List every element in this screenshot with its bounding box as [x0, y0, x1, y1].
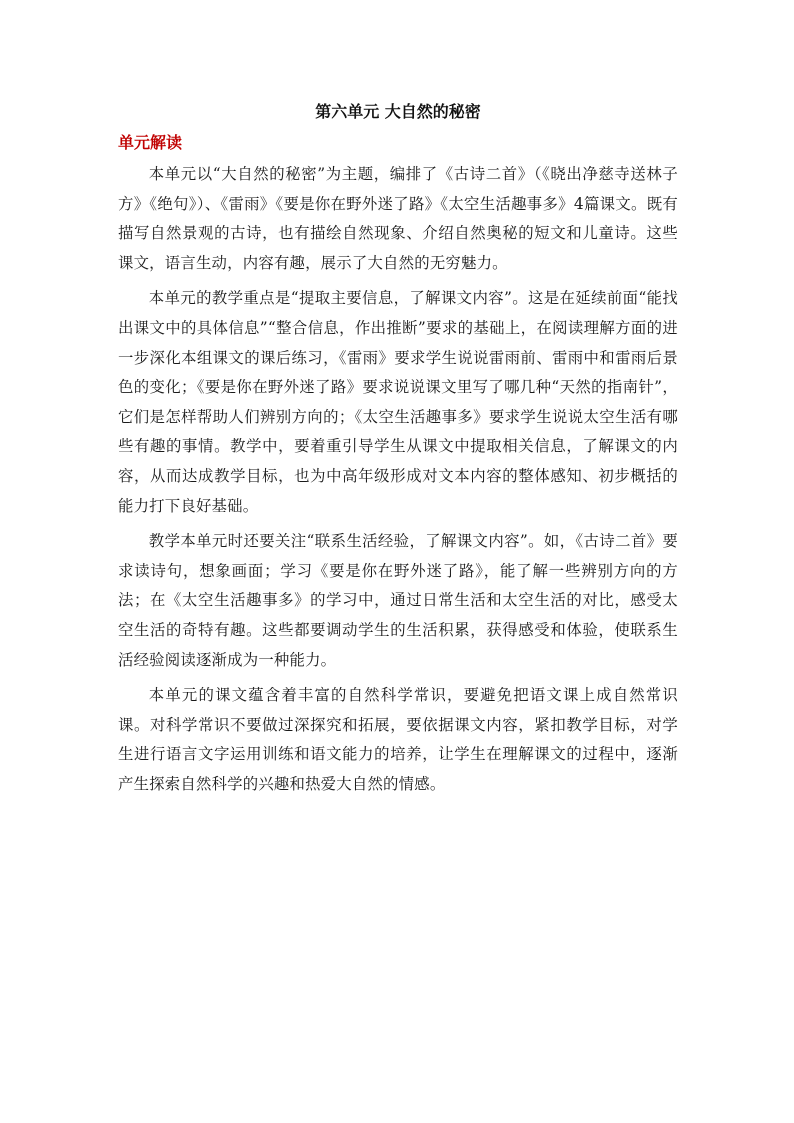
paragraph-2: 本单元的教学重点是“提取主要信息，了解课文内容”。这是在延续前面“能找出课文中的具体信息”“整合信息，作出推断”要求的基础上，在阅读理解方面的进一步深化本组课文的课后练习，《雷雨》要求学生说说雷雨前、雷雨中和雷雨后景色的变化；《要是你在野外迷了路》要求说说课文里写了哪几种“天然的指南针”，它们是怎样帮助人们辨别方向的；《太空生活趣事多》要求学生说说太空生活有哪些有趣的事情。教学中，要着重引导学生从课文中提取相关信息，了解课文的内容，从而达成教学目标，也为中高年级形成对文本内容的整体感知、初步概括的能力打下良好基础。 [118, 289, 678, 515]
paragraph-3: 教学本单元时还要关注“联系生活经验，了解课文内容”。如，《古诗二首》要求读诗句，想象画面；学习《要是你在野外迷了路》，能了解一些辨别方向的方法；在《太空生活趣事多》的学习中，通过日常生活和太空生活的对比，感受太空生活的奇特有趣。这些都要调动学生的生活积累，获得感受和体验，使联系生活经验阅读逐渐成为一种能力。 [118, 532, 678, 669]
paragraph-4: 本单元的课文蕴含着丰富的自然科学常识，要避免把语文课上成自然常识课。对科学常识不要做过深探究和拓展，要依据课文内容，紧扣教学目标，对学生进行语言文字运用训练和语文能力的培养，让学生在理解课文的过程中，逐渐产生探索自然科学的兴趣和热爱大自然的情感。 [118, 686, 678, 793]
document-page [118, 98, 678, 805]
paragraph-1: 本单元以“大自然的秘密”为主题，编排了《古诗二首》（《晓出净慈寺送林子方》《绝句》）、《雷雨》《要是你在野外迷了路》《太空生活趣事多》4篇课文。既有描写自然景观的古诗，也有描绘自然现象、介绍自然奥秘的短文和儿童诗。这些课文，语言生动，内容有趣，展示了大自然的无穷魅力。 [118, 165, 678, 272]
document-title: 第六单元 大自然的秘密 [315, 102, 481, 121]
section-heading: 单元解读 [118, 133, 183, 152]
